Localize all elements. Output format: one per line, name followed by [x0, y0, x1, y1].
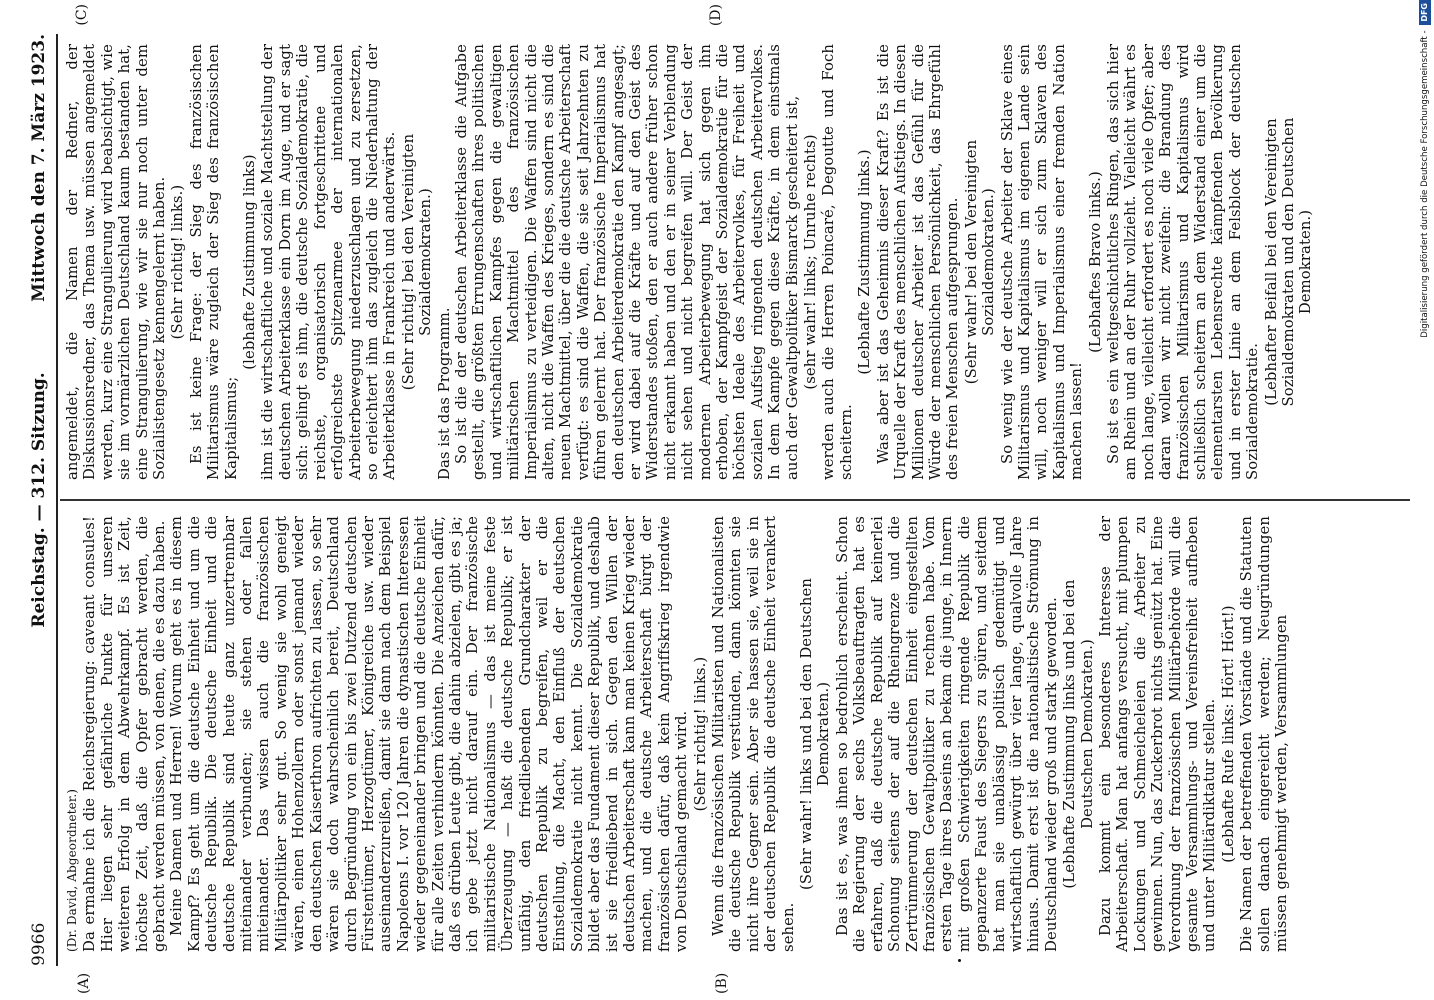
footer-credit [1416, 0, 1434, 800]
paragraph: So ist es ein weltgeschichtliches Ringen, das sich hier am Rhein und an der Ruhr vollzieht. Vielleicht währt es noch lange, vielleicht erfordert es noch viele Opfer; aber daran wollen wir nicht zweifeln: die Brandung des französischen Militarismus und Kapitalismus wird schließlich scheitern an dem Widerstand einer um die elementarsten Lebensrechte kämpfenden Bevölkerung und in erster Linie an dem Felsblock der deutschen Sozialdemokratie. [1104, 44, 1262, 480]
margin-marker-d: (D) [708, 4, 724, 27]
interjection: (Lebhafter Beifall bei den Vereinigten Sozialdemokraten und den Deutschen Demokraten.) [1262, 117, 1315, 407]
paragraph: ihm ist die wirtschaftliche und soziale Machtstellung der deutschen Arbeiterklasse ein Dorn im Auge, und er sagt sich: gelingt es ihm, die deutsche Sozialdemokratie, die reichste, organisatorisch fortgeschrittene und erfolgreichste Spitzenarmee der internationalen Arbeiterbewegung niederzuschlagen und zu zersetzen, so erleichtert ihm das zugleich die Niederhaltung der Arbeiterklasse in Frankreich und anderwärts. [259, 44, 399, 480]
paragraph: angemeldet, die Namen der Redner, der Diskussionsredner, das Thema usw. müssen angemeldet werden, kurz eine Strangulierung wird beabsichtigt, wie sie im vormärzlichen Deutschland kaum bestanden hat, eine Strangulierung, wie wir sie nur noch unter dem Sozialistengesetz kennengelernt haben. [64, 44, 169, 480]
interjection: (Sehr richtig! links.) [691, 656, 709, 812]
left-column [64, 516, 1290, 952]
paragraph: Die Namen der betreffenden Vorstände und die Statuten sollen danach eingereicht werden; Neugründungen müssen genehmigt werden, Versammlungen [1238, 516, 1291, 952]
interjection: (Lebhafte Rufe links: Hört! Hört!) [1219, 605, 1237, 863]
paragraph: Was aber ist das Geheimnis dieser Kraft? Es ist die Urquelle der Kraft des menschlichen Aufstiegs. In diesen Millionen deutscher Arbeiter ist das Gefühl für die Würde der menschlichen Persönlichkeit, das Ehrgefühl des freien Menschen aufgesprungen. [874, 44, 962, 480]
paragraph: Dazu kommt ein besonderes Interesse der Arbeiterschaft. Man hat anfangs versucht, mit plumpen Lockungen und Schmeicheleien die Arbeiter zu gewinnen. Nun, das Zuckerbrot nichts genützt hat. Eine Verordnung der französischen Militärbehörde will die gesamte Versammlungs- und Vereinsfreiheit aufheben und unter Militärdiktatur stellen. [1096, 516, 1219, 952]
page-number: 9966 [29, 922, 49, 966]
paragraph: Meine Damen und Herren! Worum geht es in diesem Kampf? Es geht um die deutsche Einheit und um die deutsche Republik. Die deutsche Einheit und die deutsche Republik sind heute ganz unzertrennbar miteinander verbunden; sie stehen oder fallen miteinander. Das wissen auch die französischen Militärpolitiker sehr gut. So wenig sie wohl geneigt wären, einen Hohenzollern oder sonst jemand wieder den deutschen Kaiserthron aufrichten zu lassen, so sehr wären sie doch wahrscheinlich bereit, Deutschland durch Begründung von ein bis zwei Dutzend deutschen Fürstentümer, Herzogtümer, Königreiche usw. wieder auseinanderzureißen, damit sie dann nach dem Beispiel Napoleons I. vor 120 Jahren die dynastischen Interessen wieder gegeneinander bringen und die deutsche Einheit für alle Zeiten verhindern könnten. Die Anzeichen dafür, daß es drüben Leute gibt, die dahin abzielen, gibt es ja; ich gebe jetzt nicht darauf ein. Der französische militaristische Nationalismus — das ist meine feste Überzeugung — haßt die deutsche Republik; er ist unfähig, den friedliebenden Grundcharakter der deutschen Republik zu begreifen, weil er die Einstellung, die Macht, den Einfluß der deutschen Sozialdemokratie nicht kennt. Die Sozialdemokratie bildet aber das Fundament dieser Republik, und deshalb ist sie friedliebend in sich. Gegen den Willen der deutschen Arbeiterschaft kann man keinen Krieg wieder machen, und die deutsche Arbeiterschaft bürgt der französischen dafür, daß kein Angriffskrieg irgendwie von Deutschland gemacht wird. [168, 516, 691, 952]
interjection: (Sehr richtig! links.) [169, 184, 187, 340]
paragraph: Das ist das Programm. [435, 307, 453, 480]
margin-marker-a: (A) [76, 972, 92, 994]
interjection: (Sehr wahr! links und bei den Deutschen Demokraten.) [798, 577, 833, 891]
speaker-label: (Dr. David, Abgeordneter.) [65, 788, 79, 952]
interjection: (Sehr richtig! bei den Vereinigten Sozialdemokraten.) [399, 133, 435, 391]
paragraph: Wenn die französischen Militaristen und Nationalisten die deutsche Republik verstünden, dann könnten sie nicht ihre Gegner sein. Aber sie hassen sie, weil sie in der deutschen Republik die deutsche Einheit verankert sehen. [710, 516, 797, 952]
paragraph: Das ist es, was ihnen so bedrohlich erscheint. Schon die Regierung der sechs Volksbeauftragten hat es erfahren, daß die deutsche Republik auf keinerlei Schonung seitens der auf die Rheingrenze und die Zertrümmerung der deutschen Einheit eingestellten französischen Gewaltpolitiker zu rechnen habe. Vom ersten Tage ihres Daseins an bekam die junge, in Innern mit großen Schwierigkeiten ringende Republik die gepanzerte Faust des Siegers zu spüren, und seitdem hat man sie unablässig politisch gedemütigt und wirtschaftlich gewürgt über vier lange, qualvolle Jahre hinaus. Damit erst ist die nationalistische Strömung in Deutschland wieder groß und stark geworden. [833, 516, 1060, 952]
header-date: Mittwoch den 7. März 1923. [29, 34, 49, 302]
paragraph: So wenig wie der deutsche Arbeiter der Sklave eines Militarismus und Kapitalismus im eigenen Lande sein will, noch weniger will er sich zum Sklaven des Kapitalismus und Imperialismus einer fremden Nation machen lassen! [998, 44, 1086, 480]
interjection: (lebhafte Zustimmung links) [241, 154, 259, 370]
right-column [64, 44, 1316, 480]
page-header [26, 34, 52, 966]
paragraph: So ist die der deutschen Arbeiterklasse die Aufgabe gestellt, die größten Errungenschaften ihres politischen und wirtschaftlichen Kampfes gegen die gewaltigen militärischen Machtmittel des französischen Imperialismus zu verteidigen. Die Waffen sind nicht die alten, nicht die Waffen des Krieges, sondern es sind die neuen Machtmittel, über die die deutsche Arbeiterschaft verfügt: es sind die Waffen, die sie seit Jahrzehnten zu führen gelernt hat. Der französische Imperialismus hat den deutschen Arbeiterdemokratie den Kampf angesagt; er wird dabei auf die Kräfte und auf den Geist des Widerstandes stoßen, den er auch andere früher schon nicht erkannt haben und den er in seiner Verblendung nicht sehen und nicht begreifen will. Der Geist der modernen Arbeiterbewegung hat sich gegen ihn erhoben, der Kampfgeist der Sozialdemokratie für die höchsten Ideale des Arbeitervolkes, für Freiheit und sozialen Aufstieg ringenden deutschen Arbeitervolkes. In dem Kampfe gegen diese Kräfte, in dem einstmals auch der Gewaltpolitiker Bismarck gescheitert ist, [452, 44, 801, 480]
paragraph: Es ist keine Frage: der Sieg des französischen Militarismus wäre zugleich der Sieg des französischen Kapitalismus; [187, 44, 240, 480]
interjection: (Sehr wahr! bei den Vereinigten Sozialdemokraten.) [962, 139, 998, 385]
margin-marker-b: (B) [714, 972, 730, 994]
column-divider [60, 499, 1410, 501]
dfg-logo: DFG [1419, 0, 1431, 25]
interjection: (Lebhaftes Bravo links.) [1086, 171, 1104, 353]
interjection: (Lebhafte Zustimmung links.) [856, 149, 874, 375]
stray-dot [958, 959, 961, 962]
margin-marker-c: (C) [74, 4, 90, 26]
paragraph: werden auch die Herren Poincaré, Degoutte und Foch scheitern. [820, 44, 855, 480]
header-rule [56, 34, 58, 966]
interjection: (sehr wahr! links; Unruhe rechts) [802, 134, 820, 390]
footer-text: Digitalisierung gefördert durch die Deutsche Forschungsgemeinschaft - [1420, 30, 1430, 338]
paragraph: Da ermahne ich die Reichsregierung: caveant consules! Hier liegen sehr gefährliche Punkte für unseren weiteren Erfolg in dem Abwehrkampf. Es ist Zeit, höchste Zeit, daß die Opfer gebracht werden, die gebracht werden müssen, von denen, die es dazu haben. [81, 516, 169, 952]
interjection: (Lebhafte Zustimmung links und bei den Deutschen Demokraten.) [1061, 579, 1096, 889]
header-title: Reichstag. — 312. Sitzung. [29, 372, 49, 628]
